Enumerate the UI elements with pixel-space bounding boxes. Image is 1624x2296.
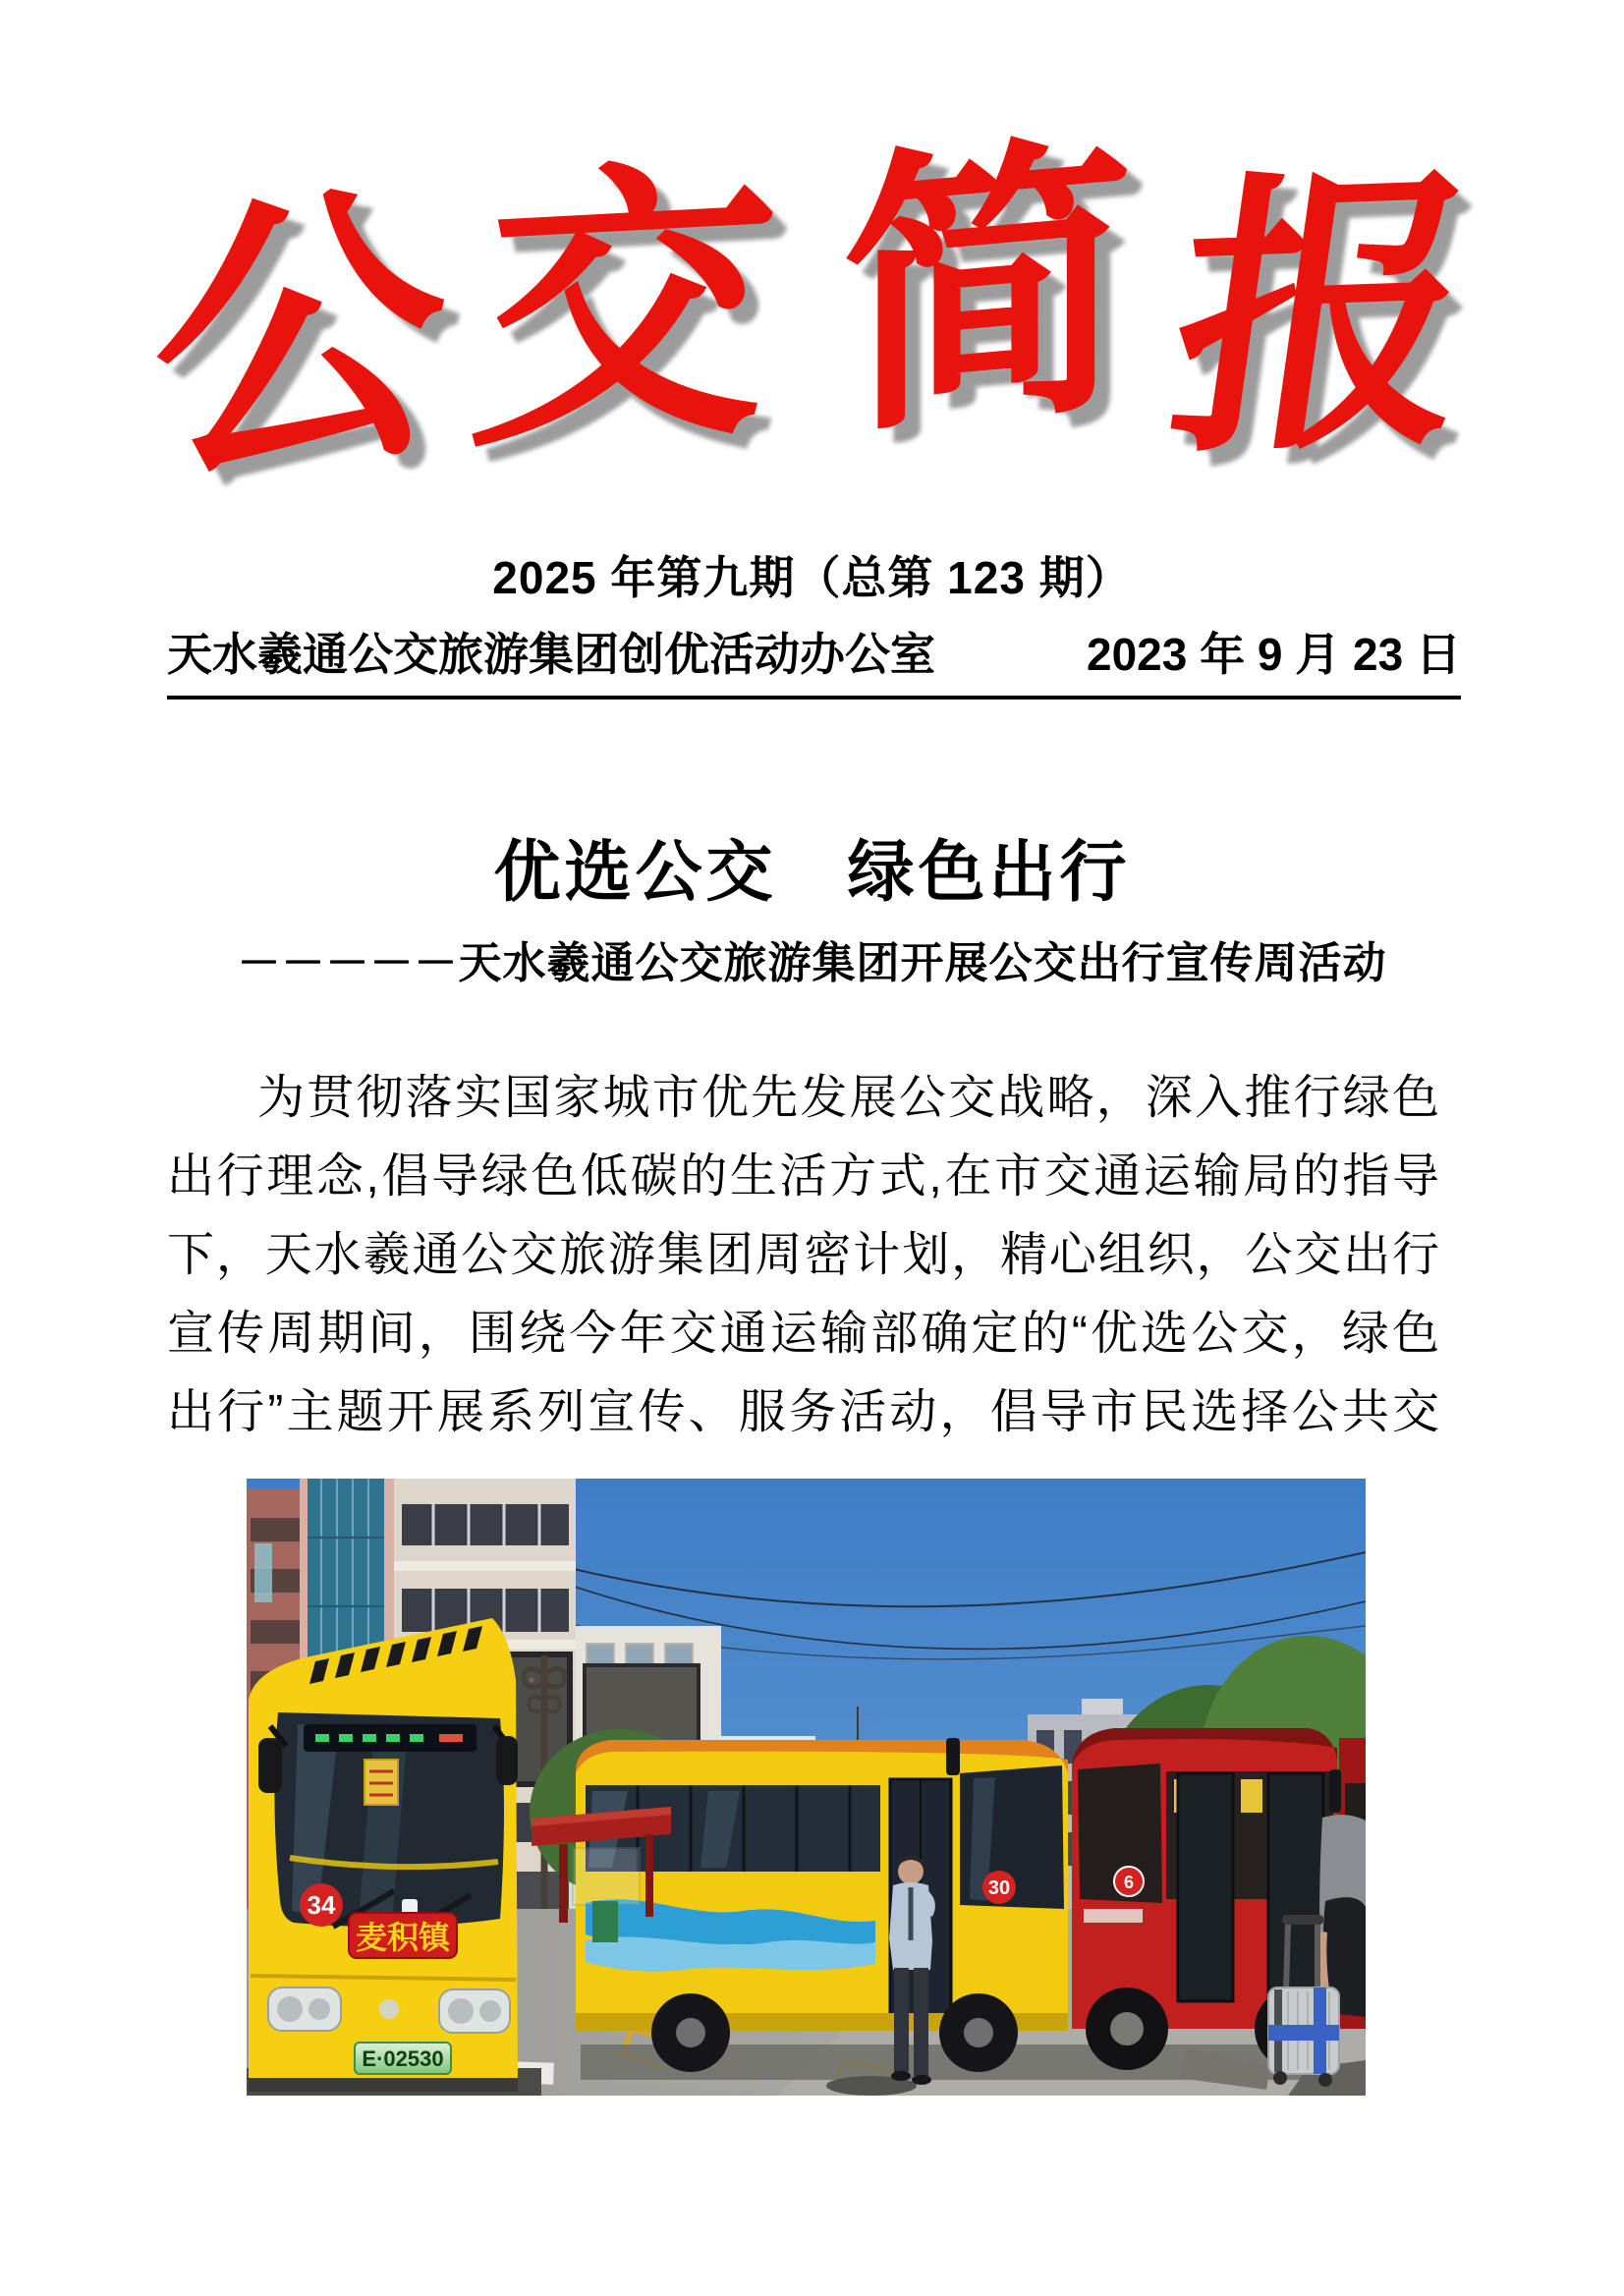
issuing-office: 天水羲通公交旅游集团创优活动办公室	[167, 629, 935, 680]
article-subtitle: －－－－－天水羲通公交旅游集团开展公交出行宣传周活动	[237, 939, 1387, 987]
red-bus-route-number: 6	[1123, 1873, 1135, 1892]
masthead-char: 交	[460, 128, 790, 490]
bus2-route-number: 30	[987, 1877, 1011, 1899]
body-line: 为贯彻落实国家城市优先发展公交战略，深入推行绿色	[257, 1072, 1439, 1124]
bus-photo-scene	[247, 1479, 1366, 2096]
license-plate	[355, 2043, 451, 2074]
body-line: 出行”主题开展系列宣传、服务活动，倡导市民选择公共交	[167, 1386, 1439, 1438]
destination-sign	[349, 1913, 457, 1958]
masthead-char: 简	[841, 103, 1133, 475]
issue-line: 2025 年第九期（总第 123 期）	[492, 552, 1132, 603]
bus-photo	[247, 1479, 1366, 2096]
issue-date: 2023 年 9 月 23 日	[1087, 629, 1461, 680]
license-plate-text: E·02530	[362, 2046, 444, 2071]
header-line	[167, 619, 1461, 700]
bus1-route-number: 34	[307, 1890, 336, 1920]
masthead-title	[0, 103, 1624, 525]
body-line: 宣传周期间，围绕今年交通运输部确定的“优选公交，绿色	[167, 1308, 1439, 1360]
yellow-bus-1	[247, 1618, 541, 2096]
body-line: 出行理念,倡导绿色低碳的生活方式,在市交通运输局的指导	[167, 1150, 1439, 1203]
masthead-char: 公	[153, 147, 445, 525]
masthead-char: 报	[1151, 138, 1494, 495]
article-body	[167, 1059, 1439, 1452]
body-line: 下，天水羲通公交旅游集团周密计划，精心组织，公交出行	[167, 1229, 1439, 1281]
destination-text: 麦积镇	[355, 1920, 451, 1955]
article-title: 优选公交 绿色出行	[493, 835, 1131, 910]
notice-card	[364, 1760, 398, 1805]
